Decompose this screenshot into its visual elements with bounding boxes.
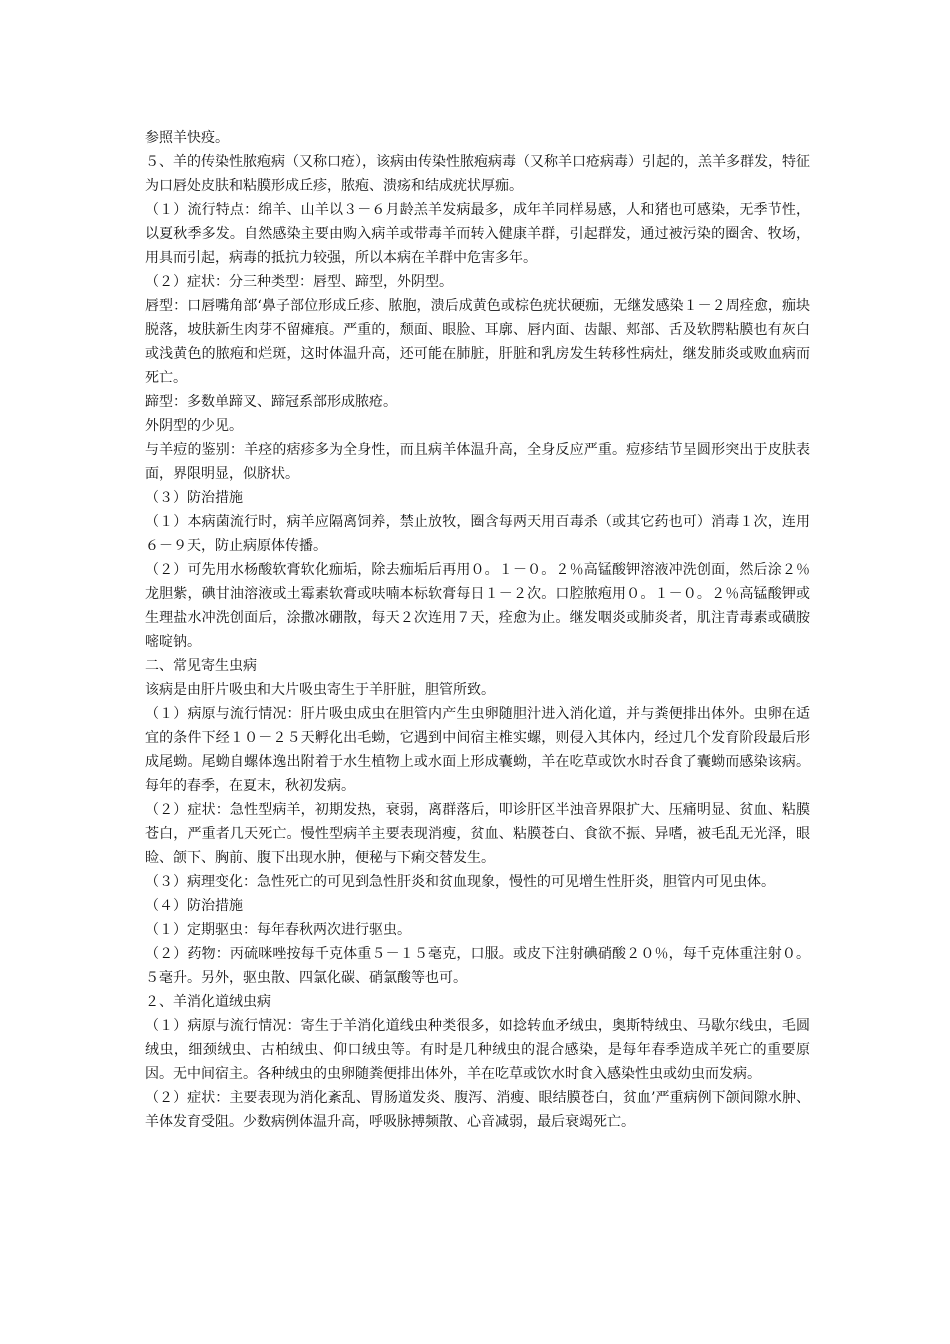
paragraph-fasciola-deworming: （１）定期驱虫：每年春秋两次进行驱虫。 — [145, 922, 411, 938]
paragraph-nematode-etiology: （１）病原与流行情况：寄生于羊消化道线虫种类很多，如捻转血矛绒虫，奥斯特绒虫、马歇尔线虫，毛圆绒虫，细颈绒虫、古柏绒虫、仰口绒虫等。有时是几种绒虫的混合感染，是每年春季造成羊死亡的重要原因。无中间宿主。各种绒虫的虫卵随粪便排出体外，羊在吃草或饮水时食入感染性虫或幼虫而发病。 — [145, 1018, 810, 1082]
paragraph-fasciola-prevention-heading: （４）防治措施 — [145, 898, 243, 914]
paragraph-hoof-type: 蹄型：多数单蹄叉、蹄冠系部形成脓疮。 — [145, 394, 397, 410]
paragraph-fasciola-etiology: （１）病原与流行情况：肝片吸虫成虫在胆管内产生虫卵随胆汁进入消化道，并与粪便排出体外。虫卵在适宜的条件下经１０－２５天孵化出毛蚴，它遇到中间宿主椎实螺，则侵入其体内，经过几个发育阶段最后形成尾蚴。尾蚴自螺体逸出附着于水生植物上或水面上形成囊蚴，羊在吃草或饮水时吞食了囊蚴而感染该病。每年的春季，在夏末，秋初发病。 — [145, 706, 810, 794]
paragraph-fasciola-drugs: （２）药物：丙硫咪唑按每千克体重５－１５毫克，口服。或皮下注射碘硝酸２０％，每千克体重注射０。５毫升。另外，驱虫散、四氯化碳、硝氯酸等也可。 — [145, 946, 810, 986]
paragraph-fasciola-intro: 该病是由肝片吸虫和大片吸虫寄生于羊肝脏，胆管所致。 — [145, 682, 495, 698]
paragraph-symptoms-types: （２）症状：分三种类型：唇型、蹄型，外阴型。 — [145, 274, 453, 290]
section-heading-parasitic-diseases: 二、常见寄生虫病 — [145, 658, 257, 674]
paragraph-nematode-symptoms: （２）症状：主要表现为消化紊乱、胃肠道发炎、腹泻、消瘦、眼结膜苍白，贫血’严重病例下颌间隙水肿、羊体发育受阻。少数病例体温升高，呼吸脉搏频散、心音减弱，最后衰竭死亡。 — [145, 1090, 810, 1130]
paragraph-nematode-heading: ２、羊消化道绒虫病 — [145, 994, 271, 1010]
paragraph-fasciola-pathology: （３）病理变化：急性死亡的可见到急性肝炎和贫血现象，慢性的可见增生性肝炎，胆管内可见虫体。 — [145, 874, 775, 890]
paragraph-contagious-ecthyma-heading: ５、羊的传染性脓疱病（又称口疮），该病由传染性脓疱病毒（又称羊口疮病毒）引起的，羔羊多群发，特征为口唇处皮肤和粘膜形成丘疹，脓疱、溃疡和结成疣状厚痂。 — [145, 154, 810, 194]
document-page — [145, 126, 810, 1134]
paragraph-prevention-isolation: （１）本病菌流行时，病羊应隔离饲养，禁止放牧，圈含每两天用百毒杀（或其它药也可）消毒１次，连用６－９天，防止病原体传播。 — [145, 514, 810, 554]
paragraph-differential-diagnosis: 与羊痘的鉴别：羊痉的痞疹多为全身性，而且病羊体温升高，全身反应严重。痘疹结节呈圆形突出于皮肤表面，界限明显，似脐状。 — [145, 442, 810, 482]
paragraph-fasciola-symptoms: （２）症状：急性型病羊，初期发热，衰弱，离群落后，叩诊肝区半浊音界限扩大、压痛明显、贫血、粘膜苍白，严重者几天死亡。慢性型病羊主要表现消瘦，贫血、粘膜苍白、食欲不振、异嗜，被毛乱无光泽，眼睑、颌下、胸前、腹下出现水肿，便秘与下痢交替发生。 — [145, 802, 810, 866]
paragraph-ref-sheep-braxy: 参照羊快疫。 — [145, 130, 229, 146]
paragraph-epidemiology: （１）流行特点：绵羊、山羊以３－６月龄羔羊发病最多，成年羊同样易感，人和猪也可感染，无季节性，以夏秋季多发。自然感染主要由购入病羊或带毒羊而转入健康羊群，引起群发，通过被污染的圈舍、牧场，用具而引起，病毒的抵抗力较强，所以本病在羊群中危害多年。 — [145, 202, 810, 266]
paragraph-prevention-treatment: （２）可先用水杨酸软膏软化痂垢，除去痂垢后再用０。１－０。２％高锰酸钾溶液冲洗创面，然后涂２％龙胆紫，碘甘油溶液或土霉素软膏或呋喃本标软膏每日１－２次。口腔脓疱用０。１－０。２％高锰酸钾或生理盐水冲洗创面后，涂撒冰硼散，每天２次连用７天，痊愈为止。继发咽炎或肺炎者，肌注青毒素或磺胺嘧啶钠。 — [145, 562, 810, 650]
paragraph-prevention-heading: （３）防治措施 — [145, 490, 243, 506]
paragraph-lip-type: 唇型：口唇嘴角部‘鼻子部位形成丘疹、脓胞，溃后成黄色或棕色疣状硬痂，无继发感染１－２周痊愈，痂块脱落，坡肤新生肉芽不留瘫痕。严重的，颓面、眼脸、耳廓、唇内面、齿龈、郏部、舌及软腭粘膜也有灰白或浅黄色的脓疱和烂斑，这时体温升高，还可能在肺脏，肝脏和乳房发生转移性病灶，继发肺炎或败血病而死亡。 — [145, 298, 810, 386]
paragraph-vulva-type: 外阴型的少见。 — [145, 418, 243, 434]
